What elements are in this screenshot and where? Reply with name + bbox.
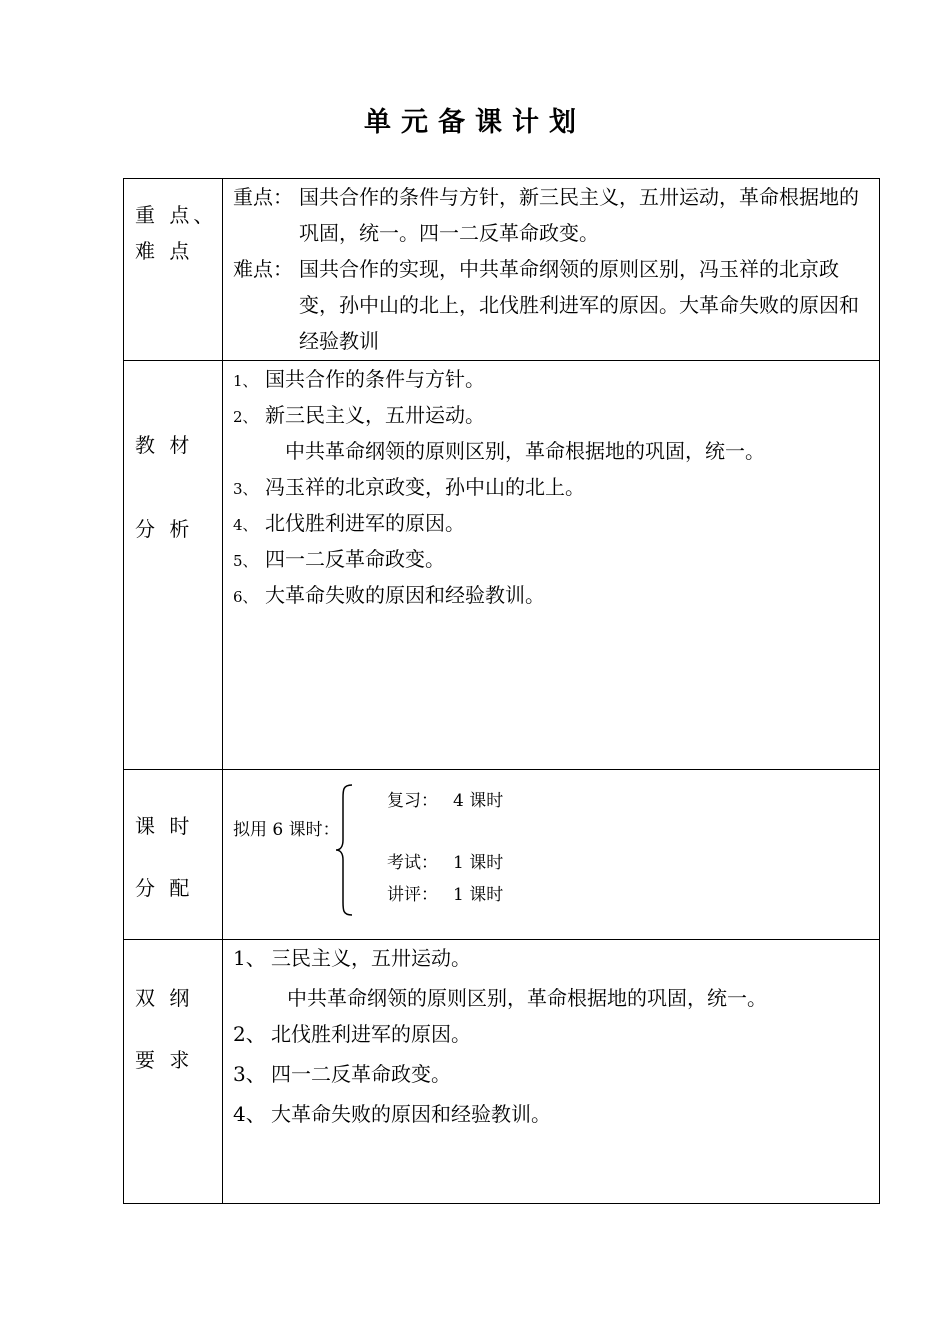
list-item: 4、 北伐胜利进军的原因。	[233, 511, 465, 535]
label-line: 难 点	[135, 239, 194, 263]
list-item: 4、 大革命失败的原因和经验教训。	[233, 1102, 551, 1126]
key-point-text: 国共合作的条件与方针，新三民主义，五卅运动，革命根据地的巩固，统一。四一二反革命政变。	[299, 185, 859, 245]
content-cell-key-points	[223, 179, 880, 361]
content-cell-hours	[223, 770, 880, 940]
list-item: 5、 四一二反革命政变。	[233, 547, 445, 571]
key-point-label: 重点：	[233, 185, 293, 209]
label-line: 课 时	[135, 814, 194, 838]
hours-entry-label: 考试：	[387, 853, 438, 873]
label-cell-material-analysis	[124, 361, 223, 770]
key-point-paragraph	[233, 179, 871, 251]
list-item: 3、 冯玉祥的北京政变，孙中山的北上。	[233, 475, 585, 499]
label-cell-requirements	[124, 940, 223, 1204]
list-item-continuation: 中共革命纲领的原则区别，革命根据地的巩固，统一。	[285, 439, 765, 463]
label-line: 分 析	[135, 517, 194, 541]
content-cell-material-analysis	[223, 361, 880, 770]
row-requirements	[124, 940, 880, 1204]
difficult-point-paragraph	[233, 251, 871, 359]
lesson-plan-table	[123, 178, 880, 1204]
difficult-point-label: 难点：	[233, 257, 293, 281]
list-item: 6、 大革命失败的原因和经验教训。	[233, 583, 545, 607]
label-line: 分 配	[135, 876, 194, 900]
content-cell-requirements	[223, 940, 880, 1204]
hours-entry-label: 讲评：	[387, 885, 438, 905]
hours-entry-value: 4 课时	[453, 791, 504, 811]
row-material-analysis	[124, 361, 880, 770]
hours-intro: 拟用 6 课时：	[233, 820, 340, 840]
list-item: 2、 北伐胜利进军的原因。	[233, 1022, 471, 1046]
list-item: 1、 三民主义，五卅运动。	[233, 946, 471, 970]
label-cell-key-points	[124, 179, 223, 361]
list-item-continuation: 中共革命纲领的原则区别，革命根据地的巩固，统一。	[287, 986, 767, 1010]
list-item: 2、 新三民主义，五卅运动。	[233, 403, 485, 427]
label-line: 重 点、	[135, 203, 218, 227]
row-key-points	[124, 179, 880, 361]
list-item: 3、 四一二反革命政变。	[233, 1062, 451, 1086]
label-line: 教 材	[135, 433, 194, 457]
hours-entry-label: 复习：	[387, 791, 438, 811]
row-hours	[124, 770, 880, 940]
hours-entry-value: 1 课时	[453, 853, 504, 873]
label-line: 双 纲	[135, 986, 194, 1010]
label-cell-hours	[124, 770, 223, 940]
page-title: 单元备课计划	[364, 107, 586, 138]
hours-entry-value: 1 课时	[453, 885, 504, 905]
curly-brace-icon	[335, 784, 355, 916]
difficult-point-text: 国共合作的实现，中共革命纲领的原则区别，冯玉祥的北京政变，孙中山的北上，北伐胜利进军的原因。大革命失败的原因和经验教训	[299, 257, 859, 353]
label-line: 要 求	[135, 1048, 194, 1072]
list-item: 1、 国共合作的条件与方针。	[233, 367, 485, 391]
